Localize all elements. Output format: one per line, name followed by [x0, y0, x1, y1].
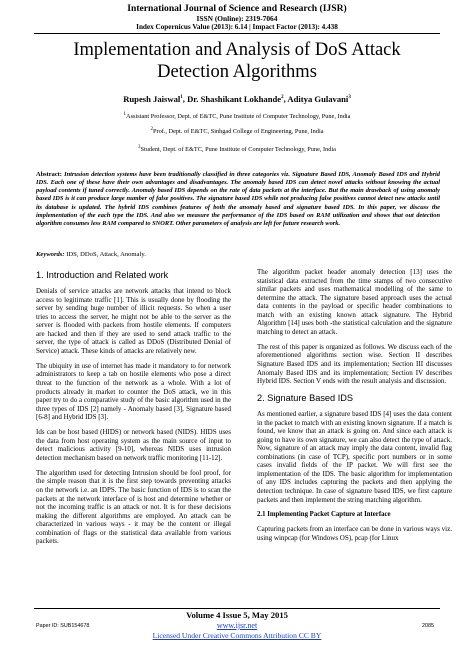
- abstract-label: Abstract:: [36, 171, 62, 178]
- author-sup: 2: [281, 95, 284, 101]
- paragraph: Ids can be host based (HIDS) or network based (NIDS). HIDS uses the data from host operating system as the main source of input to detect malicious activity [9-10], whereas NIDS uses intrusion detection mechanism based on network traffic monitoring [11-12].: [36, 428, 231, 462]
- journal-name: International Journal of Science and Research (IJSR): [127, 3, 347, 14]
- paragraph: Denials of service attacks are network attacks that intend to block access to legitimate traffic [1]. This is usually done by flooding the server by sending huge number of illicit requests. So when a user tries to access the server, he might not be able to the server as the server is flooded with packets from hostile elements. If computers are hacked and then if they are used to send attack traffic to the server, the type of attack is called as DDoS (Distributed Denial of Service) attack. These kinds of attacks are relatively new.: [36, 287, 231, 355]
- right-column: [257, 268, 452, 549]
- keywords: [36, 251, 440, 258]
- journal-header: [0, 3, 474, 32]
- footer-divider: [34, 608, 440, 609]
- keywords-label: Keywords:: [36, 251, 65, 258]
- author-separator: ,: [182, 94, 188, 104]
- footer-issue: Volume 4 Issue 5, May 2015: [186, 610, 288, 620]
- journal-index: Index Copernicus Value (2013): 6.14 | Impact Factor (2013): 4.438: [136, 23, 338, 31]
- title-line-1: Implementation and Analysis of DoS Attack: [73, 40, 401, 60]
- affiliation-text: Prof., Dept. of E&TC, Sinhgad College of Engineering, Pune, India: [152, 128, 324, 135]
- affiliation-sup: 3: [138, 144, 141, 150]
- footer-license-link[interactable]: Licensed Under Creative Commons Attribution CC BY: [152, 631, 322, 640]
- affiliation-text: Assistant Professor, Dept. of E&TC, Pune Institute of Computer Technology, Pune, India: [126, 113, 351, 120]
- affiliation-3: [0, 146, 474, 153]
- affiliation-sup: 1: [123, 111, 127, 117]
- footer-paper-id: Paper ID: SUB154678: [36, 623, 90, 629]
- affiliation-2: [0, 128, 474, 135]
- affiliation-text: Student, Dept. of E&TC, Pune Institute of Computer Technology, Pune, India: [140, 146, 336, 153]
- left-column: [36, 268, 231, 552]
- author-list: [0, 94, 474, 104]
- header-divider: [34, 33, 440, 34]
- author-sup: 3: [348, 95, 351, 101]
- paragraph: The rest of this paper is organized as follows. We discuss each of the aforementioned algorithms section wise. Section II describes Signature Based IDS and its implementation; Section III discusses Anomaly Based IDS and its implementation; Section IV describes Hybrid IDS. Section V ends with the result analysis and discussion.: [257, 342, 452, 386]
- title-line-2: Detection Algorithms: [157, 62, 317, 82]
- footer-site-link[interactable]: www.ijsr.net: [216, 621, 258, 630]
- journal-issn: ISSN (Online): 2319-7064: [196, 14, 278, 23]
- footer-page-number: 2085: [422, 623, 434, 629]
- paragraph: The algorithm used for detecting Intrusion should be fool proof, for the simple reason that it is the first step towards preventing attacks on the network i.e. an IDPS. The basic function of IDS is to scan the packets at the network interface of is host and determine whether or not the incoming traffic is an attack or not. It is for these decisions making the different algorithms are employed. An attack can be characterized in various ways - it may be the content or illegal combination of flags or the statistical data available from various packets.: [36, 468, 231, 546]
- paragraph: The algorithm packet header anomaly detection [13] uses the statistical data extracted from the time stamps of two consecutive similar packets and uses mathematical modelling of the same to determine the attack. The signature based approach uses the actual data contents in the payload or specific header combinations to match with an existing known attack signature. The Hybrid Algorithm [14] uses both -the statistical calculation and the signature matching to detect an attack.: [257, 268, 452, 336]
- section-heading-signature-ids: 2. Signature Based IDS: [257, 393, 354, 404]
- author-name: Aditya Gulavani: [287, 94, 349, 104]
- section-heading-introduction: 1. Introduction and Related work: [36, 270, 169, 280]
- author-name: Rupesh Jaiswal: [123, 94, 181, 104]
- author-sup: 1: [180, 95, 183, 101]
- abstract-text: Intrusion detection systems have been traditionally classified in three categories viz. Signature Based IDS, Anomaly Based IDS and Hybrid IDS. Each one of these have their own advantages and disadvantages. The anomaly based IDS can detect novel attacks without knowing the actual payload contents if tuned correctly. Anomaly based IDS depends on the rate of data packets at the interface. But the main drawback of using anomaly based IDS is it can produce large number of false positives. The signature based IDS while not producing false positives cannot detect new attacks until its database is updated. The hybrid IDS combines features of both the anomaly based and signature based IDS. In this paper, we discuss the implementation of the each type the IDS. And also we measure the performance of the IDS based on RAM utilization and shows that out detection algorithm consumes less RAM compared to SNORT. Other parameters of analysis are left for future research work.: [36, 171, 440, 227]
- subsection-heading-packet-capture: 2.1 Implementing Packet Capture at Interface: [257, 510, 391, 518]
- paper-title: [20, 39, 454, 83]
- author-name: Dr. Shashikant Lokhande: [187, 94, 282, 104]
- abstract: [36, 171, 440, 228]
- author-separator: ,: [283, 94, 288, 104]
- affiliation-sup: 2: [150, 126, 153, 132]
- affiliation-1: [0, 113, 474, 120]
- paragraph: As mentioned earlier, a signature based IDS [4] uses the data content in the packet to match with an existing known signature. If a match is found, we know that an attack is going on. And since each attack is going to have its own signature, we can also detect the type of attack. Now, signature of an attack may imply the data content, invalid flag combinations (in case of TCP), specific port numbers or in some cases invalid fields of the IP packet. We will first see the implementation of the IDS. The basic algorithm for implementation of any IDS includes capturing the packets and then applying the detection technique. In case of signature based IDS, we first capture packets and then implement the string matching algorithm.: [257, 410, 452, 504]
- paragraph: The ubiquity in use of internet has made it mandatory to for network administrators to keep a tab on hostile elements who pose a direct threat to the function of the network as a whole. With a lot of products already in market to counter the DoS attack, we in this paper try to do a comparative study of the basic algorithm used in the three types of IDS [2] namely - Anomaly based [3], Signature based [6-8] and Hybrid IDS [3].: [36, 361, 231, 422]
- keywords-text: IDS, DDoS, Attack, Anomaly.: [64, 251, 146, 258]
- paragraph: Capturing packets from an interface can be done in various ways viz. using winpcap (for Windows OS), pcap (for Linux: [257, 525, 452, 542]
